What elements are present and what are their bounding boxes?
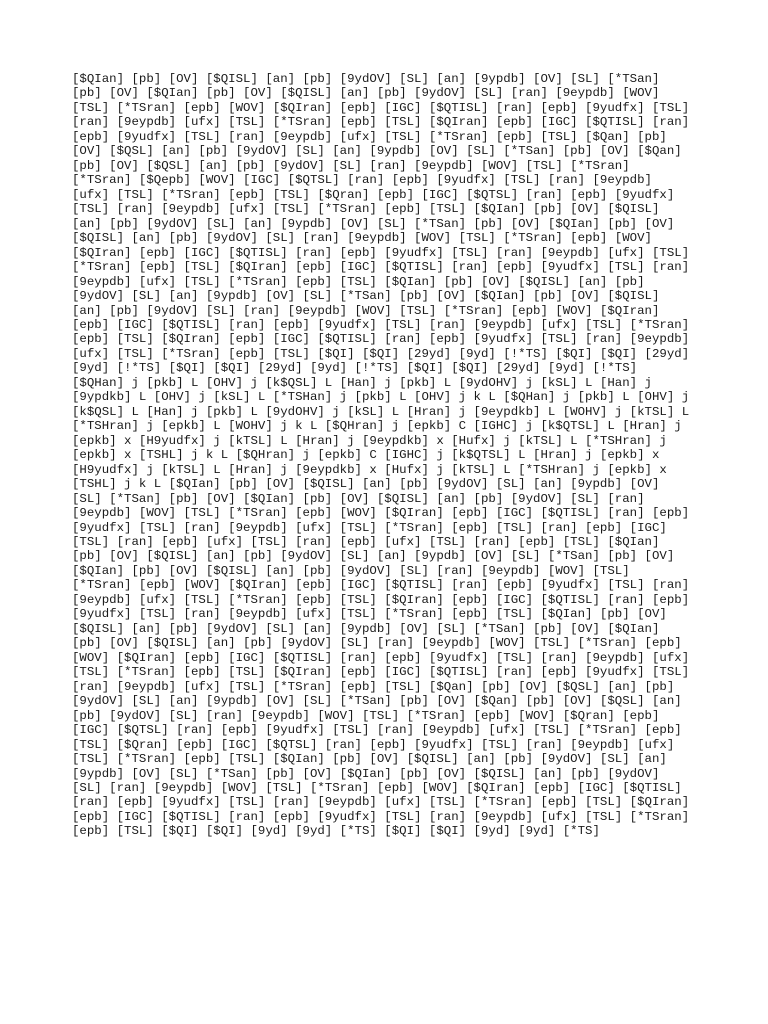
- text-line: [epb] [IGC] [$QTISL] [ran] [epb] [9yudfx] [TSL] [ran] [9eypdb] [ufx] [TSL] [*TSran]: [72, 809, 690, 824]
- text-line: [TSL] [*TSran] [epb] [TSL] [$QIan] [pb] [OV] [$QISL] [an] [pb] [9ydOV] [SL] [an]: [72, 752, 667, 767]
- text-line: [*TSHran] j [epkb] L [WOHV] j k L [$QHran] j [epkb] C [IGHC] j [k$QTSL] L [Hran] j: [72, 419, 682, 434]
- text-line: [ran] [9eypdb] [ufx] [TSL] [*TSran] [epb] [TSL] [$QIran] [epb] [IGC] [$QTISL] [ran]: [72, 115, 690, 130]
- text-line: [$QIan] [pb] [OV] [$QISL] [an] [pb] [9ydOV] [SL] [an] [9ypdb] [OV] [SL] [*TSan]: [72, 72, 660, 86]
- text-line: [ufx] [TSL] [*TSran] [epb] [TSL] [$Qran] [epb] [IGC] [$QTSL] [ran] [epb] [9yudfx]: [72, 187, 675, 202]
- text-line: [ran] [epb] [9yudfx] [TSL] [ran] [9eypdb] [ufx] [TSL] [*TSran] [epb] [TSL] [$QIran]: [72, 795, 690, 810]
- text-line: [*TSran] [epb] [TSL] [$QIran] [epb] [IGC] [$QTISL] [ran] [epb] [9yudfx] [TSL] [ran]: [72, 260, 690, 275]
- text-line: [epb] [TSL] [$QIran] [epb] [IGC] [$QTISL] [ran] [epb] [9yudfx] [TSL] [ran] [9eypdb]: [72, 332, 690, 347]
- text-line: [$QIan] [pb] [OV] [$QISL] [an] [pb] [9ydOV] [SL] [ran] [9eypdb] [WOV] [TSL]: [72, 563, 630, 578]
- text-line: [TSL] [$Qran] [epb] [IGC] [$QTSL] [ran] [epb] [9yudfx] [TSL] [ran] [9eypdb] [ufx]: [72, 737, 675, 752]
- text-line: [epkb] x [H9yudfx] j [kTSL] L [Hran] j [9eypdkb] x [Hufx] j [kTSL] L [*TSHran] j: [72, 433, 667, 448]
- text-line: [9ydOV] [SL] [an] [9ypdb] [OV] [SL] [*TSan] [pb] [OV] [$Qan] [pb] [OV] [$QSL] [an]: [72, 694, 682, 709]
- text-line: [TSHL] j k L [$QIan] [pb] [OV] [$QISL] [an] [pb] [9ydOV] [SL] [an] [9ypdb] [OV]: [72, 477, 660, 492]
- text-line: [an] [pb] [9ydOV] [SL] [ran] [9eypdb] [WOV] [TSL] [*TSran] [epb] [WOV] [$QIran]: [72, 303, 660, 318]
- text-line: [k$QSL] L [Han] j [pkb] L [9ydOHV] j [kSL] L [Hran] j [9eypdkb] L [WOHV] j [kTSL] L: [72, 404, 690, 419]
- text-line: [$QISL] [an] [pb] [9ydOV] [SL] [ran] [9eypdb] [WOV] [TSL] [*TSran] [epb] [WOV]: [72, 231, 652, 246]
- text-line: [TSL] [*TSran] [epb] [WOV] [$QIran] [epb] [IGC] [$QTISL] [ran] [epb] [9yudfx] [TSL]: [72, 100, 690, 115]
- text-line: [9ypdb] [OV] [SL] [*TSan] [pb] [OV] [$QIan] [pb] [OV] [$QISL] [an] [pb] [9ydOV]: [72, 766, 660, 781]
- text-line: [$QIran] [epb] [IGC] [$QTISL] [ran] [epb] [9yudfx] [TSL] [ran] [9eypdb] [ufx] [TSL]: [72, 245, 690, 260]
- text-line: [ran] [9eypdb] [ufx] [TSL] [*TSran] [epb] [TSL] [$Qan] [pb] [OV] [$QSL] [an] [pb]: [72, 679, 675, 694]
- text-line: [H9yudfx] j [kTSL] L [Hran] j [9eypdkb] x [Hufx] j [kTSL] L [*TSHran] j [epkb] x: [72, 462, 667, 477]
- text-line: [9ydOV] [SL] [an] [9ypdb] [OV] [SL] [*TSan] [pb] [OV] [$QIan] [pb] [OV] [$QISL]: [72, 289, 660, 304]
- text-line: [epb] [IGC] [$QTISL] [ran] [epb] [9yudfx] [TSL] [ran] [9eypdb] [ufx] [TSL] [*TSran]: [72, 317, 690, 332]
- text-line: [9yudfx] [TSL] [ran] [9eypdb] [ufx] [TSL] [*TSran] [epb] [TSL] [$QIan] [pb] [OV]: [72, 607, 667, 622]
- text-line: [epb] [9yudfx] [TSL] [ran] [9eypdb] [ufx] [TSL] [*TSran] [epb] [TSL] [$Qan] [pb]: [72, 129, 667, 144]
- text-line: [$QHan] j [pkb] L [OHV] j [k$QSL] L [Han] j [pkb] L [9ydOHV] j [kSL] L [Han] j: [72, 375, 652, 390]
- text-line: [9eypdb] [ufx] [TSL] [*TSran] [epb] [TSL] [$QIan] [pb] [OV] [$QISL] [an] [pb]: [72, 274, 645, 289]
- text-line: [pb] [OV] [$QIan] [pb] [OV] [$QISL] [an] [pb] [9ydOV] [SL] [ran] [9eypdb] [WOV]: [72, 86, 660, 101]
- text-line: [$QISL] [an] [pb] [9ydOV] [SL] [an] [9ypdb] [OV] [SL] [*TSan] [pb] [OV] [$QIan]: [72, 621, 660, 636]
- text-line: [9eypdb] [WOV] [TSL] [*TSran] [epb] [WOV] [$QIran] [epb] [IGC] [$QTISL] [ran] [epb]: [72, 506, 690, 521]
- text-line: [ufx] [TSL] [*TSran] [epb] [TSL] [$QI] [$QI] [29yd] [9yd] [!*TS] [$QI] [$QI] [29yd]: [72, 346, 690, 361]
- text-line: [epb] [TSL] [$QI] [$QI] [9yd] [9yd] [*TS] [$QI] [$QI] [9yd] [9yd] [*TS]: [72, 824, 600, 839]
- text-line: [9yudfx] [TSL] [ran] [9eypdb] [ufx] [TSL] [*TSran] [epb] [TSL] [ran] [epb] [IGC]: [72, 520, 667, 535]
- text-line: [TSL] [*TSran] [epb] [TSL] [$QIran] [epb] [IGC] [$QTISL] [ran] [epb] [9yudfx] [TSL]: [72, 665, 690, 680]
- text-line: [SL] [ran] [9eypdb] [WOV] [TSL] [*TSran] [epb] [WOV] [$QIran] [epb] [IGC] [$QTISL]: [72, 780, 682, 795]
- text-line: [pb] [OV] [$QSL] [an] [pb] [9ydOV] [SL] [ran] [9eypdb] [WOV] [TSL] [*TSran]: [72, 158, 630, 173]
- text-line: [*TSran] [epb] [WOV] [$QIran] [epb] [IGC] [$QTISL] [ran] [epb] [9yudfx] [TSL] [ran]: [72, 578, 690, 593]
- text-line: [pb] [OV] [$QISL] [an] [pb] [9ydOV] [SL] [an] [9ypdb] [OV] [SL] [*TSan] [pb] [OV]: [72, 549, 675, 564]
- text-line: [9yd] [!*TS] [$QI] [$QI] [29yd] [9yd] [!*TS] [$QI] [$QI] [29yd] [9yd] [!*TS]: [72, 361, 638, 376]
- text-line: [WOV] [$QIran] [epb] [IGC] [$QTISL] [ran] [epb] [9yudfx] [TSL] [ran] [9eypdb] [ufx]: [72, 650, 690, 665]
- text-line: [OV] [$QSL] [an] [pb] [9ydOV] [SL] [an] [9ypdb] [OV] [SL] [*TSan] [pb] [OV] [$Qan]: [72, 144, 682, 159]
- text-line: [SL] [*TSan] [pb] [OV] [$QIan] [pb] [OV] [$QISL] [an] [pb] [9ydOV] [SL] [ran]: [72, 491, 645, 506]
- text-line: [IGC] [$QTSL] [ran] [epb] [9yudfx] [TSL] [ran] [9eypdb] [ufx] [TSL] [*TSran] [epb]: [72, 723, 682, 738]
- text-line: [*TSran] [$Qepb] [WOV] [IGC] [$QTSL] [ran] [epb] [9yudfx] [TSL] [ran] [9eypdb]: [72, 173, 652, 188]
- text-line: [pb] [9ydOV] [SL] [ran] [9eypdb] [WOV] [TSL] [*TSran] [epb] [WOV] [$Qran] [epb]: [72, 708, 660, 723]
- text-line: [9eypdb] [ufx] [TSL] [*TSran] [epb] [TSL] [$QIran] [epb] [IGC] [$QTISL] [ran] [epb]: [72, 592, 690, 607]
- text-line: [9ypdkb] L [OHV] j [kSL] L [*TSHan] j [pkb] L [OHV] j k L [$QHan] j [pkb] L [OHV] j: [72, 390, 690, 405]
- text-line: [TSL] [ran] [9eypdb] [ufx] [TSL] [*TSran] [epb] [TSL] [$QIan] [pb] [OV] [$QISL]: [72, 202, 660, 217]
- text-line: [an] [pb] [9ydOV] [SL] [an] [9ypdb] [OV] [SL] [*TSan] [pb] [OV] [$QIan] [pb] [OV]: [72, 216, 675, 231]
- document-body-text: [72, 72, 700, 839]
- text-line: [epkb] x [TSHL] j k L [$QHran] j [epkb] C [IGHC] j [k$QTSL] L [Hran] j [epkb] x: [72, 448, 660, 463]
- text-line: [TSL] [ran] [epb] [ufx] [TSL] [ran] [epb] [ufx] [TSL] [ran] [epb] [TSL] [$QIan]: [72, 535, 660, 549]
- text-line: [pb] [OV] [$QISL] [an] [pb] [9ydOV] [SL] [ran] [9eypdb] [WOV] [TSL] [*TSran] [epb]: [72, 636, 682, 651]
